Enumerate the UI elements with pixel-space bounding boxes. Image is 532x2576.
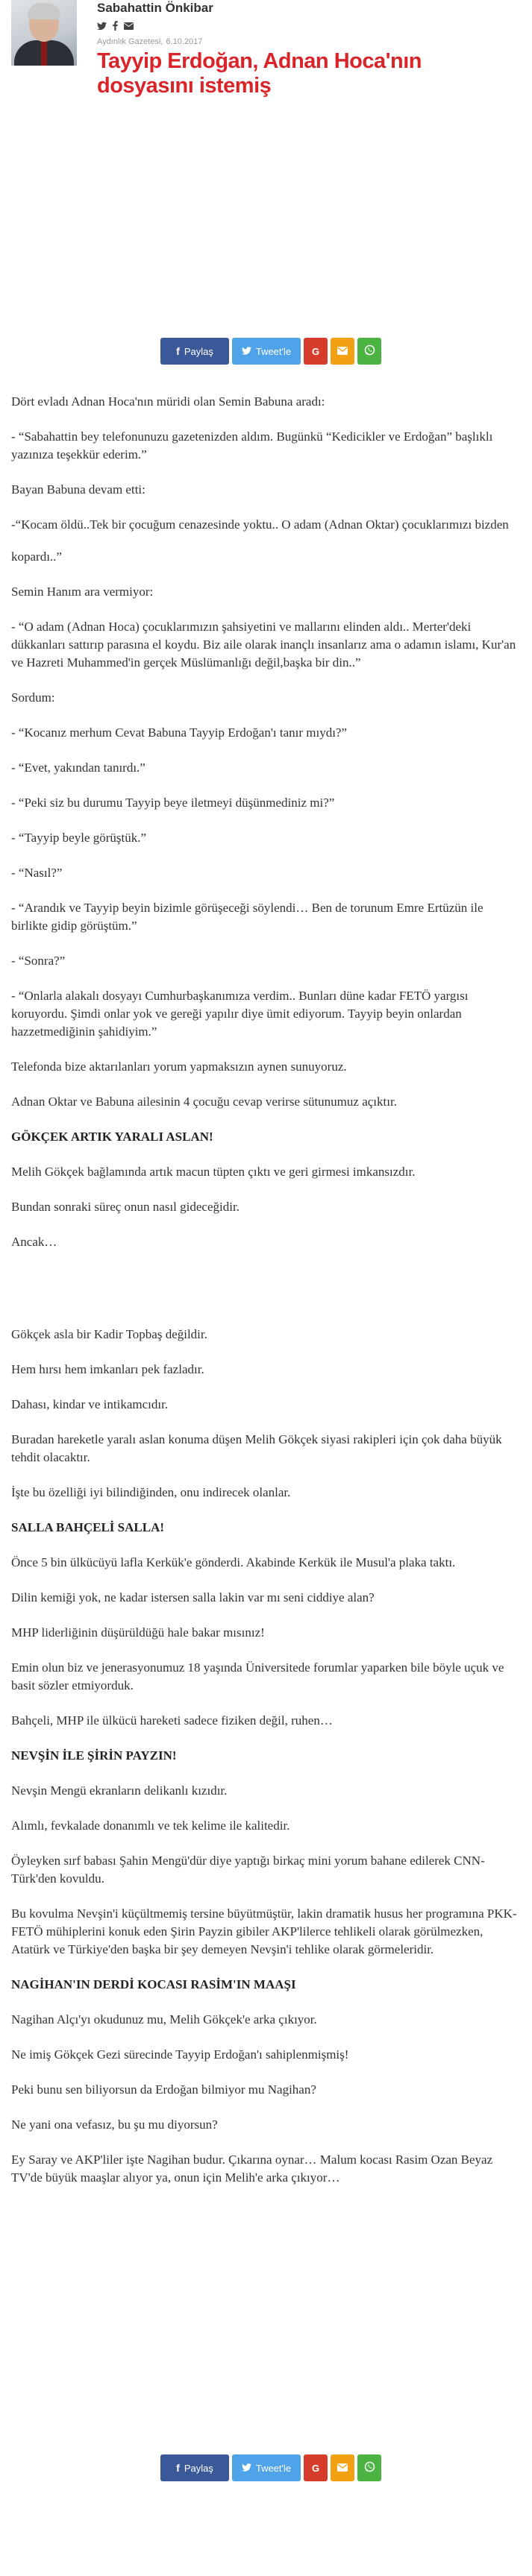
paragraph: Dilin kemiği yok, ne kadar istersen salla lakin var mı seni ciddiye alan?: [11, 1590, 375, 1605]
paragraph: Adnan Oktar ve Babuna ailesinin 4 çocuğu cevap verirse sütunumuz açıktır.: [11, 1095, 397, 1109]
whatsapp-share-button[interactable]: [357, 2454, 381, 2481]
twitter-share-label: Tweet'le: [255, 2462, 292, 2474]
paragraph: Peki bunu sen biliyorsun da Erdoğan bilmiyor mu Nagihan?: [11, 2082, 316, 2097]
paragraph: Öyleyken sırf babası Şahin Mengü'dür diye yaptığı birkaç mini yorum bahane edilerek CNN-Türk'den kovuldu.: [11, 1854, 485, 1886]
paragraph: - “O adam (Adnan Hoca) çocuklarımızın şahsiyetini ve mallarını elinden aldı.. Merter'deki dükkanları sattırıp parasına el koydu. Biz aile olarak inançlı insanlarız ama o adamın islamı, Kur'an ve Hazreti Muhammed'in gerçek Müslümanlığı değil,başka bir din..”: [11, 620, 516, 670]
facebook-icon: f: [176, 345, 180, 357]
article-title: Tayyip Erdoğan, Adnan Hoca'nın dosyasını istemiş: [97, 49, 422, 98]
google-share-button[interactable]: [304, 338, 328, 365]
paragraph: Dahası, kindar ve intikamcıdır.: [11, 1397, 169, 1411]
email-share-button[interactable]: [331, 2454, 354, 2481]
paragraph: kopardı..”: [11, 549, 62, 564]
facebook-share-label: Paylaş: [184, 2462, 213, 2474]
paragraph: MHP liderliğinin düşürüldüğü hale bakar mısınız!: [11, 1625, 265, 1640]
email-share-button[interactable]: [331, 338, 354, 365]
paragraph: İşte bu özelliği iyi bilindiğinden, onu indirecek olanlar.: [11, 1485, 291, 1499]
twitter-icon: [242, 346, 251, 357]
paragraph: Buradan hareketle yaralı aslan konuma düşen Melih Gökçek siyasi rakipleri için çok daha büyük tehdit olacaktır.: [11, 1432, 502, 1464]
google-icon: G: [311, 345, 320, 357]
twitter-share-button[interactable]: [232, 2454, 301, 2481]
paragraph: Bu kovulma Nevşin'i küçültmemiş tersine büyütmüştür, lakin dramatik husus her programına PKK-FETÖ mühiplerini konuk eden Şirin Payzin gibiler AKP'lilerce tehlikeli olarak görülmezken, Atatürk ve Türkiye'den başka bir şey demeyen Nevşin'i tehlike olarak görmeleridir.: [11, 1906, 517, 1956]
paragraph: Ne imiş Gökçek Gezi sürecinde Tayyip Erdoğan'ı sahiplenmişmiş!: [11, 2047, 349, 2062]
google-share-button[interactable]: [304, 2454, 328, 2481]
section-heading: SALLA BAHÇELİ SALLA!: [11, 1520, 165, 1534]
paragraph: Telefonda bize aktarılanları yorum yapmaksızın aynen sunuyoruz.: [11, 1059, 347, 1074]
section-heading: NAGİHAN'IN DERDİ KOCASI RASİM'IN MAAŞI: [11, 1977, 296, 1991]
source-name: Aydınlık Gazetesi,: [97, 37, 163, 46]
paragraph: Bahçeli, MHP ile ülkücü hareketi sadece fiziken değil, ruhen…: [11, 1713, 333, 1728]
paragraph: Nevşin Mengü ekranların delikanlı kızıdır.: [11, 1783, 228, 1798]
paragraph: - “Nasıl?”: [11, 866, 63, 880]
publish-date: 6.10.2017: [166, 37, 203, 46]
paragraph: - “Evet, yakından tanırdı.”: [11, 760, 145, 775]
paragraph: Dört evladı Adnan Hoca'nın müridi olan Semin Babuna aradı:: [11, 394, 325, 409]
paragraph: Semin Hanım ara vermiyor:: [11, 585, 154, 599]
paragraph: Gökçek asla bir Kadir Topbaş değildir.: [11, 1327, 207, 1341]
paragraph: Alımlı, fevkalade donanımlı ve tek kelime ile kalitedir.: [11, 1818, 290, 1833]
facebook-share-button[interactable]: [160, 2454, 229, 2481]
section-heading: NEVŞİN İLE ŞİRİN PAYZIN!: [11, 1748, 177, 1763]
paragraph: - “Tayyip beyle görüştük.”: [11, 831, 147, 845]
author-name[interactable]: Sabahattin Önkibar: [97, 1, 213, 15]
paragraph: Bayan Babuna devam etti:: [11, 482, 145, 497]
content-gap: [11, 1268, 522, 1326]
twitter-share-label: Tweet'le: [255, 345, 292, 357]
share-bar-top: [160, 338, 381, 365]
paragraph: - “Sonra?”: [11, 954, 66, 968]
paragraph: Ey Saray ve AKP'liler işte Nagihan budur. Çıkarına oynar… Malum kocası Rasim Ozan Beyaz TV'de büyük maaşlar alıyor ya, onun için Melih'e arka çıkıyor…: [11, 2153, 493, 2185]
twitter-share-button[interactable]: [232, 338, 301, 365]
section-heading: GÖKÇEK ARTIK YARALI ASLAN!: [11, 1130, 213, 1144]
paragraph: - “Peki siz bu durumu Tayyip beye iletmeyi düşünmediniz mi?”: [11, 796, 335, 810]
paragraph: - “Arandık ve Tayyip beyin bizimle görüşeceği söylendi… Ben de torunum Emre Ertüzün ile birlikte gidip görüştüm.”: [11, 901, 484, 933]
paragraph: -“Kocam öldü..Tek bir çocuğum cenazesinde yoktu.. O adam (Adnan Oktar) çocuklarımızı bizden: [11, 517, 509, 532]
paragraph: - “Onlarla alakalı dosyayı Cumhurbaşkanımıza verdim.. Bunları düne kadar FETÖ yargısı koruyordu. Şimdi onlar yok ve gereği yapılır diye ümit ediyorum. Tayyip beyin onlardan hazzetmediğinin şahidiyim.”: [11, 989, 469, 1039]
paragraph: Bundan sonraki süreç onun nasıl gideceğidir.: [11, 1200, 240, 1214]
twitter-icon[interactable]: [97, 22, 107, 33]
facebook-share-label: Paylaş: [184, 345, 213, 357]
paragraph: Melih Gökçek bağlamında artık macun tüpten çıktı ve geri girmesi imkansızdır.: [11, 1165, 416, 1179]
paragraph: - “Sabahattin bey telefonunuzu gazetenizden aldım. Bugünkü “Kedicikler ve Erdoğan” başlıklı yazınıza teşekkür ederim.”: [11, 429, 493, 462]
author-avatar: [11, 0, 77, 66]
paragraph: Ne yani ona vefasız, bu şu mu diyorsun?: [11, 2117, 218, 2132]
paragraph: Önce 5 bin ülkücüyü lafla Kerkük'e gönderdi. Akabinde Kerkük ile Musul'a plaka taktı.: [11, 1555, 456, 1569]
google-icon: G: [311, 2462, 320, 2474]
email-icon: [337, 346, 348, 357]
paragraph: Sordum:: [11, 690, 55, 705]
email-icon[interactable]: [124, 22, 134, 32]
whatsapp-icon: [364, 2461, 375, 2475]
whatsapp-share-button[interactable]: [357, 338, 381, 365]
email-icon: [337, 2463, 348, 2474]
article-body: [11, 393, 522, 2204]
paragraph: - “Kocanız merhum Cevat Babuna Tayyip Erdoğan'ı tanır mıydı?”: [11, 725, 348, 740]
author-social-links: [97, 21, 134, 33]
paragraph: Nagihan Alçı'yı okudunuz mu, Melih Gökçek'e arka çıkıyor.: [11, 2012, 317, 2027]
twitter-icon: [242, 2463, 251, 2474]
paragraph: Emin olun biz ve jenerasyonumuz 18 yaşında Üniversitede forumlar yaparken bile böyle uçuk ve basit sözler etmiyorduk.: [11, 1660, 504, 1692]
facebook-share-button[interactable]: [160, 338, 229, 365]
share-bar-bottom: [160, 2454, 381, 2481]
source-date: [97, 37, 202, 46]
whatsapp-icon: [364, 344, 375, 358]
paragraph: Hem hırsı hem imkanları pek fazladır.: [11, 1362, 204, 1376]
paragraph: Ancak…: [11, 1235, 57, 1249]
facebook-icon[interactable]: [113, 21, 118, 33]
facebook-icon: f: [176, 2462, 180, 2474]
